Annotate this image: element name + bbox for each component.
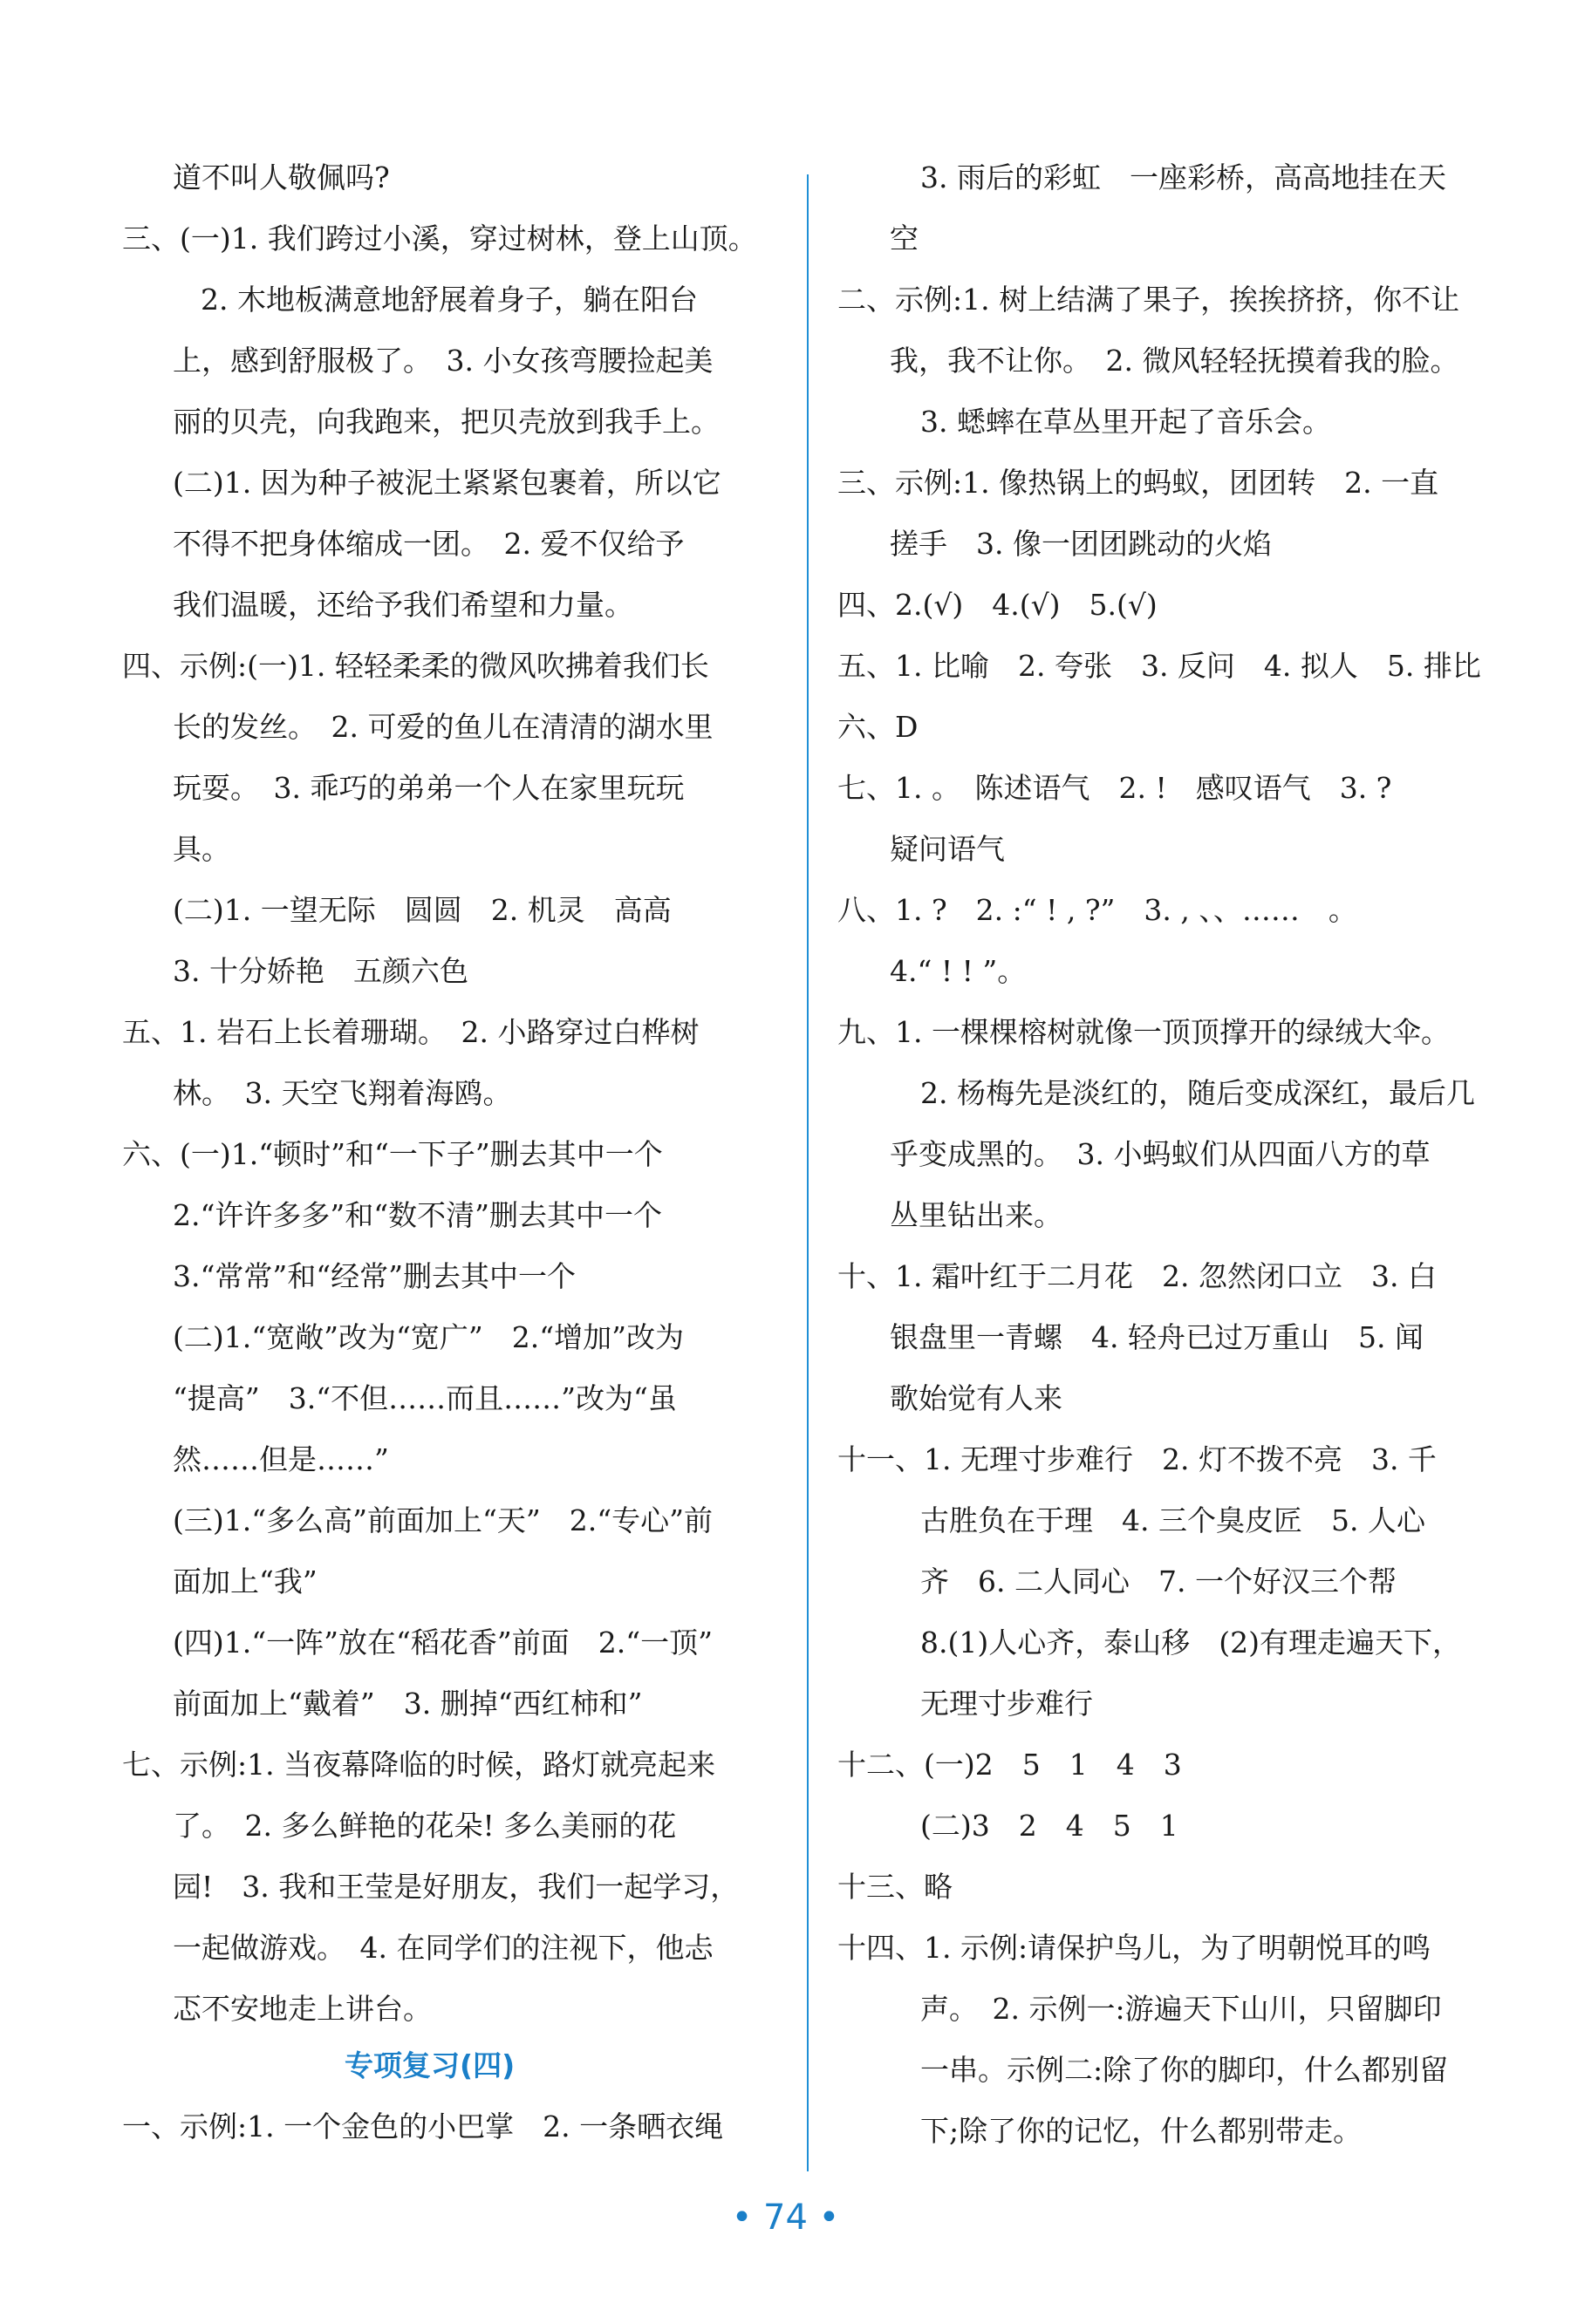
text-line: 四、示例:(一)1. 轻轻柔柔的微风吹拂着我们长 [122, 649, 709, 683]
text-line: 空 [890, 221, 919, 256]
text-line: 然……但是……” [173, 1442, 389, 1476]
text-line: 一起做游戏。 4. 在同学们的注视下，他忐 [173, 1931, 714, 1965]
text-line: 前面加上“戴着” 3. 删掉“西红柿和” [173, 1687, 643, 1721]
text-line: (二)1. 因为种子被泥土紧紧包裹着，所以它 [173, 466, 721, 500]
text-line: 五、1. 比喻 2. 夸张 3. 反问 4. 拟人 5. 排比 [837, 649, 1481, 683]
text-line: 七、示例:1. 当夜幕降临的时候，路灯就亮起来 [122, 1748, 716, 1782]
text-line: 3. 蟋蟀在草丛里开起了音乐会。 [920, 405, 1331, 439]
text-line: 八、1. ? 2. :“ ! , ?” 3. , 、、…… 。 [837, 893, 1357, 927]
text-line: 面加上“我” [173, 1564, 318, 1598]
text-line: 2. 杨梅先是淡红的，随后变成深红，最后几 [920, 1076, 1475, 1110]
text-line: 一串。示例二:除了你的脚印，什么都别留 [920, 2053, 1449, 2087]
text-line: (二)1. 一望无际 圆圆 2. 机灵 高高 [173, 893, 672, 927]
text-line: 玩耍。 3. 乖巧的弟弟一个人在家里玩玩 [173, 771, 685, 805]
text-line: 2. 木地板满意地舒展着身子，躺在阳台 [201, 283, 698, 317]
text-line: (二)3 2 4 5 1 [920, 1809, 1178, 1843]
text-line: 疑问语气 [890, 832, 1005, 866]
text-line: 上，感到舒服极了。 3. 小女孩弯腰捡起美 [173, 344, 714, 378]
text-line: 搓手 3. 像一团团跳动的火焰 [890, 527, 1272, 561]
column-divider [807, 174, 809, 2171]
text-line: 下;除了你的记忆，什么都别带走。 [920, 2114, 1363, 2148]
text-line: 七、1. 。 陈述语气 2. ! 感叹语气 3. ? [837, 771, 1392, 805]
text-line: 九、1. 一棵棵榕树就像一顶顶撑开的绿绒大伞。 [837, 1015, 1450, 1049]
text-line: 乎变成黑的。 3. 小蚂蚁们从四面八方的草 [890, 1137, 1431, 1171]
text-line: 十二、(一)2 5 1 4 3 [837, 1748, 1182, 1782]
text-line: 具。 [173, 832, 230, 866]
text-line: 8.(1)人心齐，泰山移 (2)有理走遍天下， [920, 1625, 1461, 1660]
section-heading: 专项复习(四) [345, 2048, 516, 2082]
text-line: 道不叫人敬佩吗? [173, 160, 390, 194]
text-line: 四、2.(√) 4.(√) 5.(√) [837, 588, 1158, 622]
text-line: (四)1.“一阵”放在“稻花香”前面 2.“一顶” [173, 1625, 713, 1660]
text-line: 了。 2. 多么鲜艳的花朵! 多么美丽的花 [173, 1809, 677, 1843]
text-line: 歌始觉有人来 [890, 1381, 1062, 1415]
text-line: 五、1. 岩石上长着珊瑚。 2. 小路穿过白桦树 [122, 1015, 700, 1049]
text-line: 林。 3. 天空飞翔着海鸥。 [173, 1076, 512, 1110]
text-line: 银盘里一青螺 4. 轻舟已过万重山 5. 闻 [890, 1320, 1424, 1354]
text-line: 齐 6. 二人同心 7. 一个好汉三个帮 [920, 1564, 1397, 1598]
text-line: 长的发丝。 2. 可爱的鱼儿在清清的湖水里 [173, 710, 714, 744]
text-line: 无理寸步难行 [920, 1687, 1093, 1721]
text-line: 三、示例:1. 像热锅上的蚂蚁，团团转 2. 一直 [837, 466, 1439, 500]
text-line: 十一、1. 无理寸步难行 2. 灯不拨不亮 3. 千 [837, 1442, 1437, 1476]
text-line: 十四、1. 示例:请保护鸟儿，为了明朝悦耳的鸣 [837, 1931, 1431, 1965]
text-line: 园! 3. 我和王莹是好朋友，我们一起学习， [173, 1870, 740, 1904]
text-line: 我，我不让你。 2. 微风轻轻抚摸着我的脸。 [890, 344, 1459, 378]
text-line: 不得不把身体缩成一团。 2. 爱不仅给予 [173, 527, 685, 561]
text-line: 忑不安地走上讲台。 [173, 1992, 432, 2026]
text-line: 4.“ ! ! ”。 [890, 954, 1027, 988]
text-line: 丛里钻出来。 [890, 1198, 1062, 1232]
text-line: 3. 雨后的彩虹 一座彩桥，高高地挂在天 [920, 160, 1446, 194]
text-line: (三)1.“多么高”前面加上“天” 2.“专心”前 [173, 1503, 713, 1537]
page-number: • 74 • [731, 2198, 840, 2238]
text-line: 2.“许许多多”和“数不清”删去其中一个 [173, 1198, 662, 1232]
text-line: 六、(一)1.“顿时”和“一下子”删去其中一个 [122, 1137, 663, 1171]
text-line: 十三、略 [837, 1870, 953, 1904]
text-line: 丽的贝壳，向我跑来，把贝壳放到我手上。 [173, 405, 720, 439]
text-line: 三、(一)1. 我们跨过小溪，穿过树林，登上山顶。 [122, 221, 757, 256]
text-line: 十、1. 霜叶红于二月花 2. 忽然闭口立 3. 白 [837, 1259, 1437, 1293]
text-line: 一、示例:1. 一个金色的小巴掌 2. 一条晒衣绳 [122, 2109, 724, 2143]
text-line: 3.“常常”和“经常”删去其中一个 [173, 1259, 576, 1293]
text-line: 六、D [837, 710, 919, 744]
text-line: 3. 十分娇艳 五颜六色 [173, 954, 468, 988]
text-line: (二)1.“宽敞”改为“宽广” 2.“增加”改为 [173, 1320, 684, 1354]
text-line: “提高” 3.“不但……而且……”改为“虽 [173, 1381, 677, 1415]
text-line: 古胜负在于理 4. 三个臭皮匠 5. 人心 [920, 1503, 1425, 1537]
text-line: 二、示例:1. 树上结满了果子，挨挨挤挤，你不让 [837, 283, 1460, 317]
text-line: 我们温暖，还给予我们希望和力量。 [173, 588, 633, 622]
text-line: 声。 2. 示例一:游遍天下山川，只留脚印 [920, 1992, 1442, 2026]
